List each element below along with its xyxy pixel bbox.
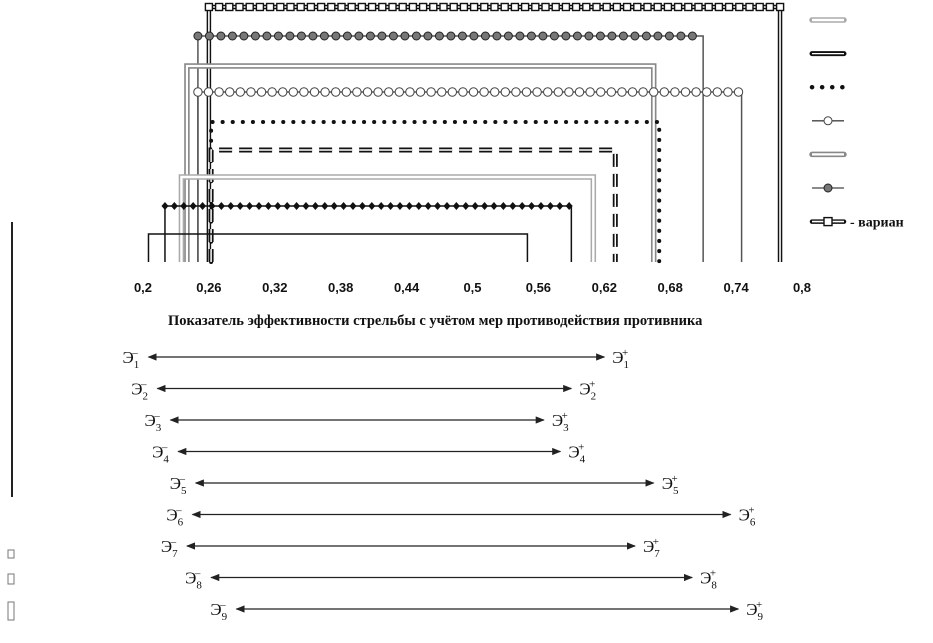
series-marker xyxy=(607,88,615,96)
series-marker xyxy=(777,4,784,11)
series-marker xyxy=(634,4,641,11)
series-marker xyxy=(705,4,712,11)
series-marker xyxy=(597,88,605,96)
series-marker xyxy=(547,202,554,210)
series-marker xyxy=(459,88,467,96)
series-marker xyxy=(378,32,386,40)
x-tick-label: 0,62 xyxy=(591,280,617,295)
x-tick-label: 0,2 xyxy=(133,280,153,295)
series-marker xyxy=(412,32,420,40)
series-marker xyxy=(471,4,478,11)
range-arrow xyxy=(152,442,585,466)
range-arrow xyxy=(122,347,629,371)
series-marker xyxy=(512,88,520,96)
series-marker xyxy=(300,88,308,96)
series-path xyxy=(209,7,780,262)
series-marker xyxy=(713,88,721,96)
series-marker xyxy=(297,4,304,11)
range-upper-label: $Э_8+$ xyxy=(700,567,717,592)
series-marker xyxy=(491,88,499,96)
range-upper-label: $Э_6+$ xyxy=(738,504,756,529)
series-marker xyxy=(284,202,291,210)
series-marker xyxy=(204,88,212,96)
series-marker xyxy=(227,202,234,210)
x-tick-label: 0,26 xyxy=(196,280,222,295)
series-marker xyxy=(358,4,365,11)
series-marker xyxy=(583,4,590,11)
legend-marker xyxy=(824,218,832,226)
x-tick-label: 0,38 xyxy=(328,280,354,295)
series-marker xyxy=(416,88,424,96)
series-marker xyxy=(654,4,661,11)
series-marker xyxy=(359,202,366,210)
series-marker xyxy=(226,4,233,11)
series-marker xyxy=(190,202,197,210)
series-marker xyxy=(685,4,692,11)
series-marker xyxy=(448,88,456,96)
series-marker xyxy=(349,202,356,210)
series-marker xyxy=(511,4,518,11)
series-marker xyxy=(279,88,287,96)
open-circle-line-icon xyxy=(812,117,844,125)
series-path xyxy=(181,177,593,262)
series-marker xyxy=(642,32,650,40)
series-marker xyxy=(353,88,361,96)
series-marker xyxy=(450,4,457,11)
series-marker xyxy=(379,4,386,11)
series-marker xyxy=(539,32,547,40)
series-marker xyxy=(726,4,733,11)
range-lower-label: $Э_4-$ xyxy=(152,441,169,466)
x-axis-label: Показатель эффективности стрельбы с учётом мер противодействия противника xyxy=(168,313,703,329)
series-marker xyxy=(171,202,178,210)
series-marker xyxy=(289,88,297,96)
range-lower-label: $Э_8-$ xyxy=(185,567,202,592)
series-marker xyxy=(501,88,509,96)
series-marker xyxy=(715,4,722,11)
series-marker xyxy=(532,4,539,11)
series-marker xyxy=(624,4,631,11)
x-tick-label: 0,56 xyxy=(525,280,552,295)
series-marker xyxy=(321,202,328,210)
series-marker xyxy=(286,32,294,40)
range-lower-label: $Э_3-$ xyxy=(144,410,162,434)
series-marker xyxy=(469,88,477,96)
series-marker xyxy=(481,4,488,11)
series-line xyxy=(161,202,572,262)
series-marker xyxy=(537,202,544,210)
series-marker xyxy=(565,88,573,96)
open-square-line-icon xyxy=(812,216,904,231)
range-upper-label: $Э_1+$ xyxy=(612,347,630,371)
series-marker xyxy=(756,4,763,11)
range-arrow xyxy=(210,599,763,623)
series-marker xyxy=(664,4,671,11)
series-marker xyxy=(746,4,753,11)
series-marker xyxy=(573,4,580,11)
range-arrow xyxy=(144,410,569,434)
series-marker xyxy=(603,4,610,11)
series-marker xyxy=(395,88,403,96)
series-line xyxy=(205,4,783,263)
series-marker xyxy=(321,88,329,96)
series-marker xyxy=(310,88,318,96)
series-marker xyxy=(406,202,413,210)
series-marker xyxy=(309,32,317,40)
series-marker xyxy=(481,202,488,210)
series-marker xyxy=(246,4,253,11)
series-marker xyxy=(608,32,616,40)
series-marker xyxy=(307,4,314,11)
series-marker xyxy=(438,88,446,96)
series-marker xyxy=(554,88,562,96)
series-marker xyxy=(528,202,535,210)
series-marker xyxy=(447,32,455,40)
series-marker xyxy=(665,32,673,40)
series-marker xyxy=(217,32,225,40)
series-marker xyxy=(293,202,300,210)
series-marker xyxy=(312,202,319,210)
legend-marker xyxy=(824,117,832,125)
legend-marker xyxy=(824,184,832,192)
range-lower-label: $Э_9-$ xyxy=(210,599,228,623)
series-marker xyxy=(660,88,668,96)
range-upper-label: $Э_4+$ xyxy=(568,441,586,466)
series-marker xyxy=(348,4,355,11)
series-marker xyxy=(401,32,409,40)
series-marker xyxy=(677,32,685,40)
series-marker xyxy=(389,4,396,11)
series-marker xyxy=(501,4,508,11)
x-tick-label: 0,32 xyxy=(262,280,288,295)
series-marker xyxy=(215,88,223,96)
range-lower-label: $Э_6-$ xyxy=(166,504,184,529)
series-line xyxy=(181,177,593,262)
series-marker xyxy=(491,4,498,11)
series-marker xyxy=(366,32,374,40)
series-marker xyxy=(654,32,662,40)
series-marker xyxy=(575,88,583,96)
series-marker xyxy=(692,88,700,96)
series-marker xyxy=(389,32,397,40)
x-axis-ticks xyxy=(134,280,811,295)
range-arrow xyxy=(161,536,660,560)
range-lower-label: $Э_5-$ xyxy=(169,473,187,497)
series-marker xyxy=(399,4,406,11)
series-marker xyxy=(695,4,702,11)
series-marker xyxy=(504,32,512,40)
series-marker xyxy=(342,88,350,96)
range-upper-label: $Э_5+$ xyxy=(661,473,679,497)
series-marker xyxy=(585,32,593,40)
series-marker xyxy=(688,32,696,40)
series-marker xyxy=(650,88,658,96)
series-marker xyxy=(251,32,259,40)
series-marker xyxy=(194,32,202,40)
series-marker xyxy=(246,202,253,210)
series-marker xyxy=(460,4,467,11)
series-marker xyxy=(628,88,636,96)
series-marker xyxy=(556,202,563,210)
series-marker xyxy=(462,202,469,210)
series-marker xyxy=(593,4,600,11)
series-marker xyxy=(434,202,441,210)
range-lower-label: $Э_2-$ xyxy=(131,378,149,403)
series-marker xyxy=(161,202,168,210)
series-marker xyxy=(480,88,488,96)
x-tick-label: 0,74 xyxy=(723,280,749,295)
series-marker xyxy=(420,4,427,11)
series-marker xyxy=(631,32,639,40)
series-marker xyxy=(522,88,530,96)
page-margin-fragment xyxy=(8,550,14,620)
series-marker xyxy=(218,202,225,210)
legend-label: - вариан xyxy=(850,215,904,231)
series-marker xyxy=(194,88,202,96)
series-marker xyxy=(302,202,309,210)
series-marker xyxy=(265,202,272,210)
series-marker xyxy=(205,4,212,11)
series-marker xyxy=(331,202,338,210)
x-tick-label: 0,8 xyxy=(792,280,812,295)
series-marker xyxy=(619,32,627,40)
series-marker xyxy=(533,88,541,96)
series-marker xyxy=(378,202,385,210)
series-marker xyxy=(544,88,552,96)
series-marker xyxy=(500,202,507,210)
series-marker xyxy=(443,202,450,210)
series-path xyxy=(181,177,593,262)
series-marker xyxy=(343,32,351,40)
series-marker xyxy=(205,32,213,40)
series-marker xyxy=(527,32,535,40)
series-marker xyxy=(318,4,325,11)
series-marker xyxy=(268,88,276,96)
range-arrows xyxy=(122,347,763,623)
series-marker xyxy=(430,4,437,11)
series-marker xyxy=(297,32,305,40)
series-marker xyxy=(522,4,529,11)
series-marker xyxy=(320,32,328,40)
series-marker xyxy=(542,4,549,11)
series-marker xyxy=(490,202,497,210)
series-marker xyxy=(328,4,335,11)
series-marker xyxy=(256,4,263,11)
series-marker xyxy=(562,4,569,11)
series-marker xyxy=(703,88,711,96)
series-marker xyxy=(573,32,581,40)
filled-circle-line-icon xyxy=(812,184,844,192)
series-layer xyxy=(148,4,783,263)
series-marker xyxy=(644,4,651,11)
series-marker xyxy=(596,32,604,40)
series-marker xyxy=(734,88,742,96)
series-marker xyxy=(425,202,432,210)
series-marker xyxy=(374,88,382,96)
series-marker xyxy=(613,4,620,11)
series-marker xyxy=(274,202,281,210)
series-marker xyxy=(453,202,460,210)
series-marker xyxy=(199,202,206,210)
range-arrow xyxy=(131,379,596,403)
series-marker xyxy=(458,32,466,40)
series-marker xyxy=(355,32,363,40)
series-marker xyxy=(470,32,478,40)
series-marker xyxy=(287,4,294,11)
series-marker xyxy=(724,88,732,96)
series-marker xyxy=(332,88,340,96)
series-marker xyxy=(274,32,282,40)
range-upper-label: $Э_7+$ xyxy=(643,536,660,560)
series-marker xyxy=(586,88,594,96)
series-marker xyxy=(435,32,443,40)
series-marker xyxy=(385,88,393,96)
series-marker xyxy=(440,4,447,11)
range-upper-label: $Э_3+$ xyxy=(551,410,569,434)
series-marker xyxy=(236,88,244,96)
series-marker xyxy=(618,88,626,96)
series-marker xyxy=(550,32,558,40)
series-marker xyxy=(247,88,255,96)
series-marker xyxy=(332,32,340,40)
x-tick-label: 0,68 xyxy=(657,280,683,295)
series-marker xyxy=(240,32,248,40)
legend xyxy=(812,20,904,231)
series-marker xyxy=(427,88,435,96)
series-marker xyxy=(338,4,345,11)
series-marker xyxy=(409,4,416,11)
range-upper-label: $Э_9+$ xyxy=(746,599,764,623)
series-marker xyxy=(675,4,682,11)
series-marker xyxy=(671,88,679,96)
series-marker xyxy=(237,202,244,210)
series-marker xyxy=(396,202,403,210)
series-marker xyxy=(228,32,236,40)
range-arrow xyxy=(166,505,755,529)
series-marker xyxy=(493,32,501,40)
series-path xyxy=(148,234,527,262)
series-marker xyxy=(368,202,375,210)
series-marker xyxy=(736,4,743,11)
series-marker xyxy=(363,88,371,96)
series-marker xyxy=(255,202,262,210)
series-marker xyxy=(387,202,394,210)
series-marker xyxy=(406,88,414,96)
series-marker xyxy=(472,202,479,210)
series-marker xyxy=(481,32,489,40)
range-lower-label: $Э_1-$ xyxy=(122,347,140,371)
series-marker xyxy=(509,202,516,210)
series-marker xyxy=(415,202,422,210)
series-path xyxy=(209,7,780,262)
series-marker xyxy=(639,88,647,96)
series-line xyxy=(148,234,527,262)
series-marker xyxy=(257,88,265,96)
range-lower-label: $Э_7-$ xyxy=(160,536,178,560)
series-marker xyxy=(552,4,559,11)
series-marker xyxy=(519,202,526,210)
range-arrow xyxy=(170,473,679,497)
series-marker xyxy=(516,32,524,40)
series-marker xyxy=(226,88,234,96)
x-tick-label: 0,5 xyxy=(463,280,482,295)
series-marker xyxy=(236,4,243,11)
series-marker xyxy=(766,4,773,11)
range-upper-label: $Э_2+$ xyxy=(579,378,597,403)
series-marker xyxy=(263,32,271,40)
series-marker xyxy=(681,88,689,96)
series-marker xyxy=(562,32,570,40)
x-tick-label: 0,44 xyxy=(393,280,420,295)
series-marker xyxy=(267,4,274,11)
series-marker xyxy=(277,4,284,11)
range-arrow xyxy=(185,568,717,592)
series-marker xyxy=(369,4,376,11)
series-marker xyxy=(216,4,223,11)
series-marker xyxy=(340,202,347,210)
series-marker xyxy=(424,32,432,40)
